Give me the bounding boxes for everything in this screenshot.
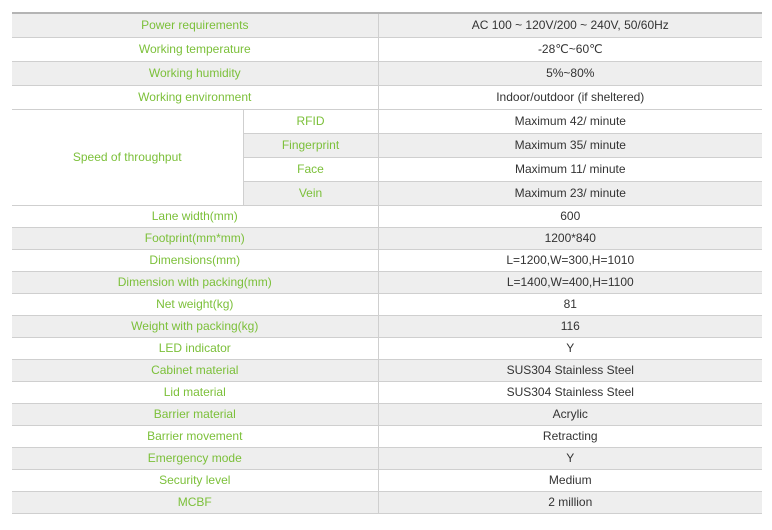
- throughput-value: Maximum 11/ minute: [378, 157, 762, 181]
- spec-row: [12, 61, 762, 85]
- spec-label: Dimensions(mm): [12, 249, 378, 271]
- spec-label: LED indicator: [12, 337, 378, 359]
- spec-value: 5%~80%: [378, 61, 762, 85]
- spec-value: AC 100 ~ 120V/200 ~ 240V, 50/60Hz: [378, 13, 762, 37]
- spec-row: [12, 227, 762, 249]
- spec-row: [12, 381, 762, 403]
- spec-label: Footprint(mm*mm): [12, 227, 378, 249]
- throughput-value: Maximum 42/ minute: [378, 109, 762, 133]
- spec-row: [12, 425, 762, 447]
- spec-label: Emergency mode: [12, 447, 378, 469]
- spec-row: [12, 205, 762, 227]
- spec-label: MCBF: [12, 491, 378, 513]
- spec-value: Indoor/outdoor (if sheltered): [378, 85, 762, 109]
- spec-value: -28℃~60℃: [378, 37, 762, 61]
- spec-value: L=1400,W=400,H=1100: [378, 271, 762, 293]
- spec-label: Working temperature: [12, 37, 378, 61]
- spec-label: Barrier movement: [12, 425, 378, 447]
- spec-value: Y: [378, 447, 762, 469]
- spec-row: [12, 491, 762, 513]
- spec-label: Security level: [12, 469, 378, 491]
- spec-label: Lane width(mm): [12, 205, 378, 227]
- spec-row: [12, 469, 762, 491]
- spec-label: Working humidity: [12, 61, 378, 85]
- spec-row: [12, 271, 762, 293]
- spec-row: [12, 37, 762, 61]
- specifications-table: [12, 12, 762, 514]
- throughput-method: RFID: [243, 109, 378, 133]
- spec-row: [12, 447, 762, 469]
- throughput-method: Face: [243, 157, 378, 181]
- spec-value: Retracting: [378, 425, 762, 447]
- spec-value: Acrylic: [378, 403, 762, 425]
- spec-label: Working environment: [12, 85, 378, 109]
- spec-label: Power requirements: [12, 13, 378, 37]
- throughput-method: Fingerprint: [243, 133, 378, 157]
- spec-label: Net weight(kg): [12, 293, 378, 315]
- throughput-value: Maximum 23/ minute: [378, 181, 762, 205]
- spec-row: [12, 85, 762, 109]
- spec-value: SUS304 Stainless Steel: [378, 381, 762, 403]
- spec-row: [12, 403, 762, 425]
- spec-value: 600: [378, 205, 762, 227]
- throughput-value: Maximum 35/ minute: [378, 133, 762, 157]
- spec-value: 116: [378, 315, 762, 337]
- spec-label: Dimension with packing(mm): [12, 271, 378, 293]
- throughput-label: Speed of throughput: [12, 109, 243, 205]
- spec-value: 1200*840: [378, 227, 762, 249]
- spec-row: [12, 13, 762, 37]
- spec-row: [12, 337, 762, 359]
- spec-label: Barrier material: [12, 403, 378, 425]
- spec-value: 81: [378, 293, 762, 315]
- throughput-method: Vein: [243, 181, 378, 205]
- spec-row: [12, 359, 762, 381]
- throughput-row: [12, 109, 762, 133]
- spec-value: 2 million: [378, 491, 762, 513]
- spec-row: [12, 249, 762, 271]
- spec-row: [12, 293, 762, 315]
- spec-value: SUS304 Stainless Steel: [378, 359, 762, 381]
- spec-value: Y: [378, 337, 762, 359]
- spec-label: Cabinet material: [12, 359, 378, 381]
- spec-value: L=1200,W=300,H=1010: [378, 249, 762, 271]
- spec-value: Medium: [378, 469, 762, 491]
- spec-label: Weight with packing(kg): [12, 315, 378, 337]
- spec-label: Lid material: [12, 381, 378, 403]
- spec-row: [12, 315, 762, 337]
